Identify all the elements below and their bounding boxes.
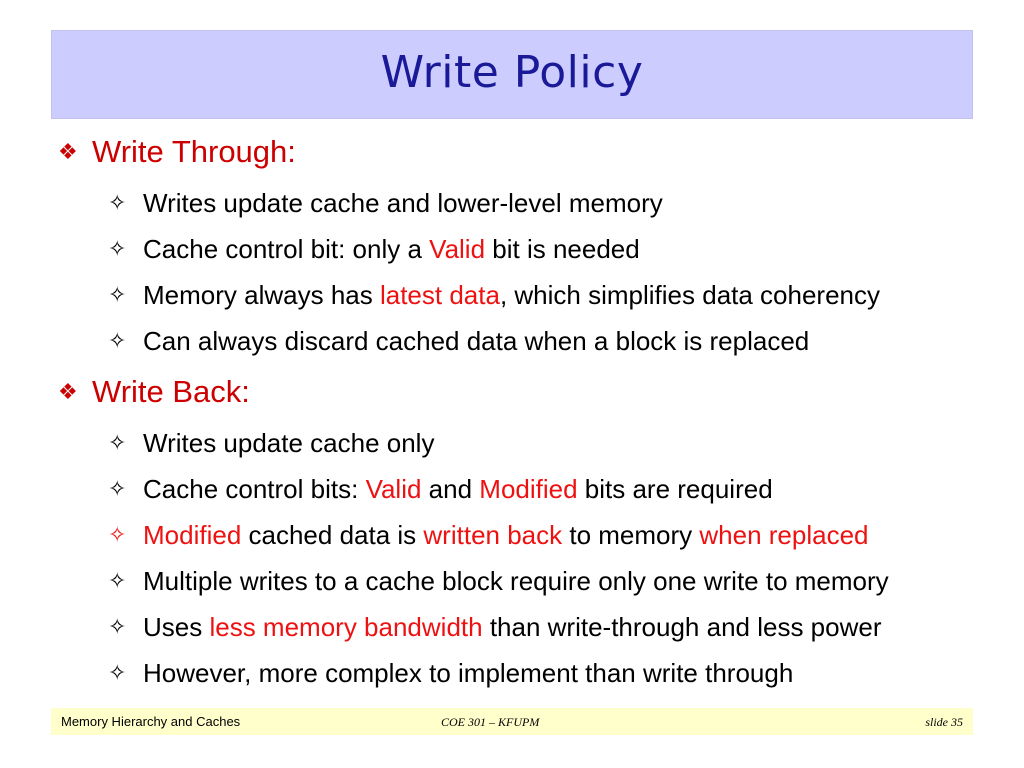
item-text: bits are required: [577, 474, 773, 504]
star-bullet-icon: ✧: [108, 236, 127, 261]
write-back-item-3: [108, 520, 869, 551]
write-through-item-2: [108, 234, 640, 265]
footer-course-code: COE 301 – KFUPM: [441, 715, 540, 729]
write-through-item-3: [108, 280, 880, 311]
write-back-item-4: [108, 566, 889, 597]
item-text: However, more complex to implement than write through: [143, 658, 794, 688]
item-text: Multiple writes to a cache block require only one write to memory: [143, 566, 889, 596]
write-back-heading: [58, 374, 250, 410]
star-bullet-icon: ✧: [108, 568, 127, 593]
item-text: Cache control bits:: [143, 474, 366, 504]
diamond-bullet-icon: ❖: [58, 379, 78, 404]
slide-title: Write Policy: [380, 47, 644, 98]
item-text: bit is needed: [485, 234, 640, 264]
write-through-heading: [58, 134, 296, 170]
highlight-latest-data: latest data: [379, 280, 500, 310]
star-bullet-icon: ✧: [108, 328, 127, 353]
item-text: Writes update cache only: [143, 428, 435, 458]
write-back-item-2: [108, 474, 773, 505]
item-text: to memory: [562, 520, 700, 550]
slide-footer: [51, 708, 973, 735]
highlight-modified: Modified: [143, 520, 242, 550]
item-text: , which simplifies data coherency: [499, 280, 881, 310]
item-text: cached data is: [241, 520, 424, 550]
write-back-heading-text: Write Back:: [92, 374, 250, 409]
star-bullet-icon: ✧: [108, 476, 127, 501]
star-bullet-icon: ✧: [108, 282, 127, 307]
highlight-when-replaced: when replaced: [699, 520, 869, 550]
item-text: and: [421, 474, 480, 504]
write-back-item-6: [108, 658, 793, 689]
star-bullet-icon: ✧: [108, 660, 127, 685]
diamond-bullet-icon: ❖: [58, 139, 78, 164]
star-bullet-icon: ✧: [108, 190, 127, 215]
item-text: Can always discard cached data when a block is replaced: [143, 326, 810, 356]
item-text: Cache control bit: only a: [143, 234, 430, 264]
star-bullet-icon: ✧: [108, 614, 127, 639]
footer-slide-number: slide 35: [925, 715, 963, 729]
highlight-modified: Modified: [479, 474, 578, 504]
footer-course-topic: Memory Hierarchy and Caches: [61, 714, 241, 729]
write-back-item-5: [108, 612, 881, 643]
highlight-valid: Valid: [429, 234, 486, 264]
item-text: Memory always has: [143, 280, 380, 310]
item-text: than write-through and less power: [482, 612, 882, 642]
star-bullet-icon: ✧: [108, 522, 127, 547]
write-through-heading-text: Write Through:: [92, 134, 296, 169]
highlight-valid: Valid: [365, 474, 422, 504]
item-text: Writes update cache and lower-level memory: [143, 188, 663, 218]
write-back-item-1: [108, 428, 434, 459]
item-text: Uses: [143, 612, 210, 642]
slide-title-bar: [51, 30, 973, 119]
write-through-item-1: [108, 188, 663, 219]
star-bullet-icon: ✧: [108, 430, 127, 455]
write-through-item-4: [108, 326, 809, 357]
highlight-less-memory-bandwidth: less memory bandwidth: [209, 612, 483, 642]
highlight-written-back: written back: [423, 520, 563, 550]
